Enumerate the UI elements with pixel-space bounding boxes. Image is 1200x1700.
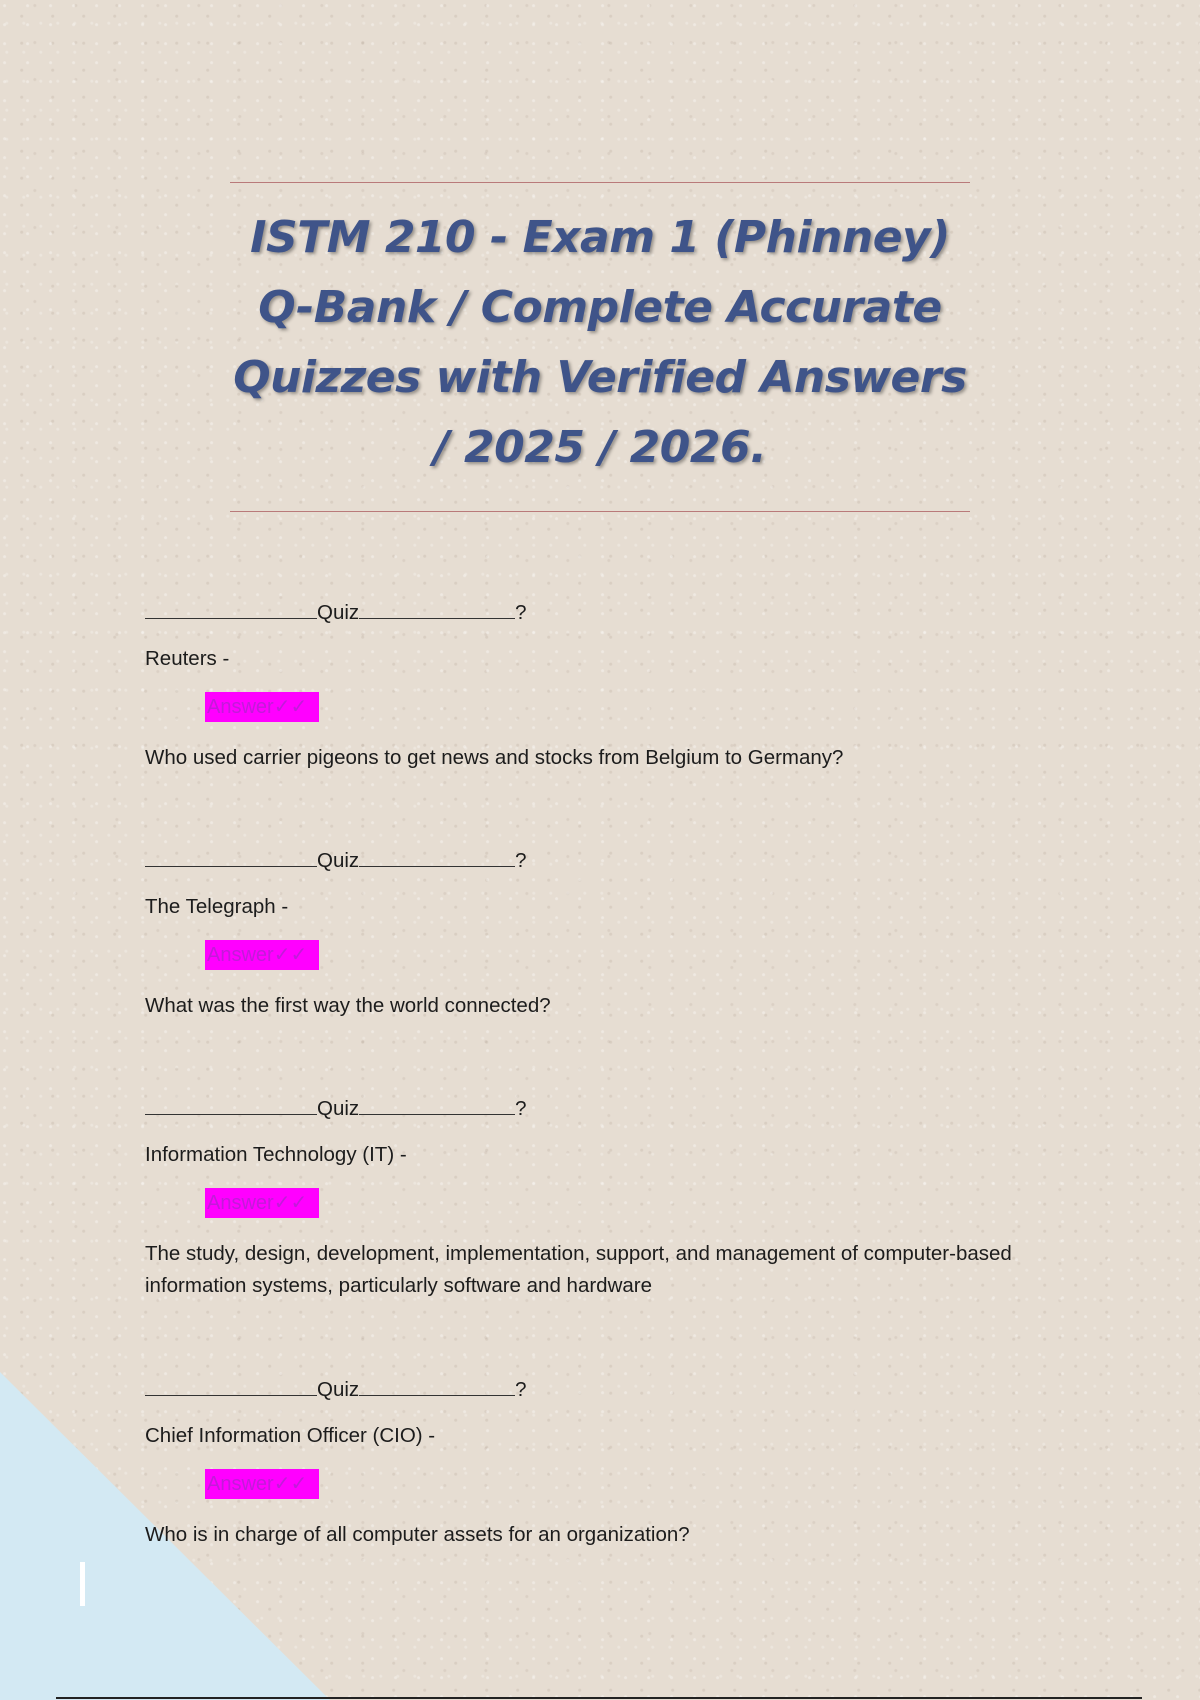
quiz-term: Information Technology (IT) -	[145, 1143, 407, 1166]
title-block	[230, 182, 970, 512]
answer-badge: Answer✓✓	[205, 940, 319, 970]
blank-line	[359, 844, 515, 867]
quiz-definition: Who is in charge of all computer assets for an organization?	[145, 1523, 690, 1546]
quiz-term: The Telegraph -	[145, 895, 289, 918]
quiz-definition: The study, design, development, implementation, support, and management of computer-based information systems, particularly software and hardware	[145, 1242, 1012, 1297]
blank-line	[145, 1092, 317, 1115]
bottom-rule	[56, 1697, 1142, 1699]
question-mark: ?	[515, 849, 527, 872]
blank-line	[359, 1373, 515, 1396]
blank-line	[145, 844, 317, 867]
question-mark: ?	[515, 1097, 527, 1120]
blank-line	[145, 596, 317, 619]
question-mark: ?	[515, 1378, 527, 1401]
quiz-heading	[145, 1373, 1045, 1403]
quiz-item-3	[145, 1092, 1045, 1302]
quiz-term: Reuters -	[145, 647, 230, 670]
answer-badge: Answer✓✓	[205, 1188, 319, 1218]
question-mark: ?	[515, 601, 527, 624]
quiz-definition: Who used carrier pigeons to get news and stocks from Belgium to Germany?	[145, 746, 844, 769]
blank-line	[359, 1092, 515, 1115]
blank-line	[145, 1373, 317, 1396]
answer-badge: Answer✓✓	[205, 692, 319, 722]
quiz-term: Chief Information Officer (CIO) -	[145, 1424, 436, 1447]
quiz-label: Quiz	[317, 849, 360, 872]
quiz-heading	[145, 844, 1045, 874]
answer-row	[205, 692, 1045, 724]
answer-row	[205, 1469, 1045, 1501]
answer-row	[205, 940, 1045, 972]
document-title: ISTM 210 - Exam 1 (Phinney) Q-Bank / Complete Accurate Quizzes with Verified Answers / 2025 / 2026.	[233, 212, 967, 473]
quiz-label: Quiz	[317, 1378, 360, 1401]
blank-line	[359, 596, 515, 619]
answer-badge: Answer✓✓	[205, 1469, 319, 1499]
quiz-item-4	[145, 1373, 1045, 1551]
quiz-definition: What was the first way the world connected?	[145, 994, 551, 1017]
corner-bar	[80, 1562, 85, 1606]
quiz-label: Quiz	[317, 601, 360, 624]
quiz-label: Quiz	[317, 1097, 360, 1120]
quiz-item-2	[145, 844, 1045, 1022]
quiz-heading	[145, 596, 1045, 626]
answer-row	[205, 1188, 1045, 1220]
quiz-item-1	[145, 596, 1045, 774]
quiz-heading	[145, 1092, 1045, 1122]
